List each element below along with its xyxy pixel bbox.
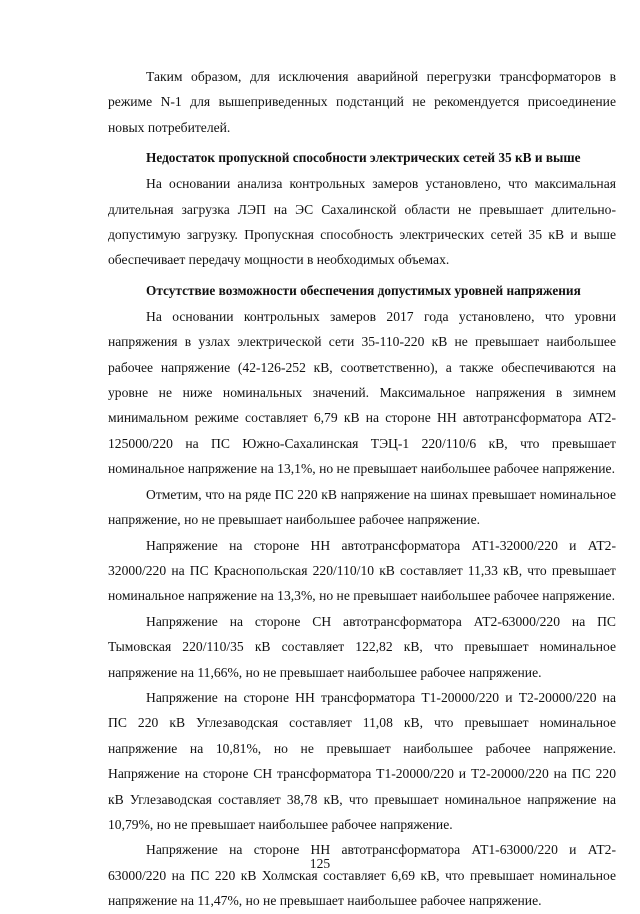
paragraph-voltage-kholmskaya: Напряжение на стороне НН автотрансформатора АТ1-63000/220 и АТ2-63000/220 на ПС 220 кВ Холмская составляет 6,69 кВ, что превышает номинальное напряжение на 11,47%, но не превышает наибольшее рабочее напряжение. [108,842,616,909]
paragraph-voltage-220kv: Отметим, что на ряде ПС 220 кВ напряжение на шинах превышает номинальное напряжение, но не превышает наибольшее рабочее напряжение. [108,486,616,528]
section-heading-throughput: Недостаток пропускной способности электрических сетей 35 кВ и выше [146,150,581,166]
paragraph-throughput: На основании анализа контрольных замеров установлено, что максимальная длительная загрузка ЛЭП на ЭС Сахалинской области не превышает длительно-допустимую загрузку. Пропускная способность электрических сетей 35 кВ и выше обеспечивает передачу мощности в необходимых объемах. [108,176,616,268]
section-heading-voltage: Отсутствие возможности обеспечения допустимых уровней напряжения [146,282,581,298]
paragraph-voltage-summary: На основании контрольных замеров 2017 года установлено, что уровни напряжения в узлах электрической сети 35-110-220 кВ не превышает наибольшее рабочее напряжение (42-126-252 кВ, соответственно), а также обеспечиваются на уровне не ниже номинальных значений. Максимальное напряжения в зимнем минимальном режиме составляет 6,79 кВ на стороне НН автотрансформатора АТ2-125000/220 на ПС Южно-Сахалинская ТЭЦ-1 220/110/6 кВ, что превышает номинальное напряжение на 13,1%, но не превышает наибольшее рабочее напряжение. [108,308,616,477]
paragraph-voltage-krasnopolskaya: Напряжение на стороне НН автотрансформатора АТ1-32000/220 и АТ2-32000/220 на ПС Краснопольская 220/110/10 кВ составляет 11,33 кВ, что превышает номинальное напряжение на 13,3%, но не превышает наибольшее рабочее напряжение. [108,537,616,604]
paragraph-voltage-uglezavodskaya: Напряжение на стороне НН трансформатора Т1-20000/220 и Т2-20000/220 на ПС 220 кВ Углезаводская составляет 11,08 кВ, что превышает номинальное напряжение на 10,81%, но не превышает наибольшее рабочее напряжение. Напряжение на стороне СН трансформатора Т1-20000/220 и Т2-20000/220 на ПС 220 кВ Углезаводская составляет 38,78 кВ, что превышает номинальное напряжение на 10,79%, но не превышает наибольшее рабочее напряжение. [108,689,616,832]
paragraph-voltage-tymovskaya: Напряжение на стороне СН автотрансформатора АТ2-63000/220 на ПС Тымовская 220/110/35 кВ составляет 122,82 кВ, что превышает номинальное напряжение на 11,66%, но не превышает наибольшее рабочее напряжение. [108,613,616,680]
page-number: 125 [309,856,331,871]
document-body [108,64,616,914]
paragraph-conclusion: Таким образом, для исключения аварийной перегрузки трансформаторов в режиме N-1 для вышеприведенных подстанций не рекомендуется присоединение новых потребителей. [108,69,616,135]
